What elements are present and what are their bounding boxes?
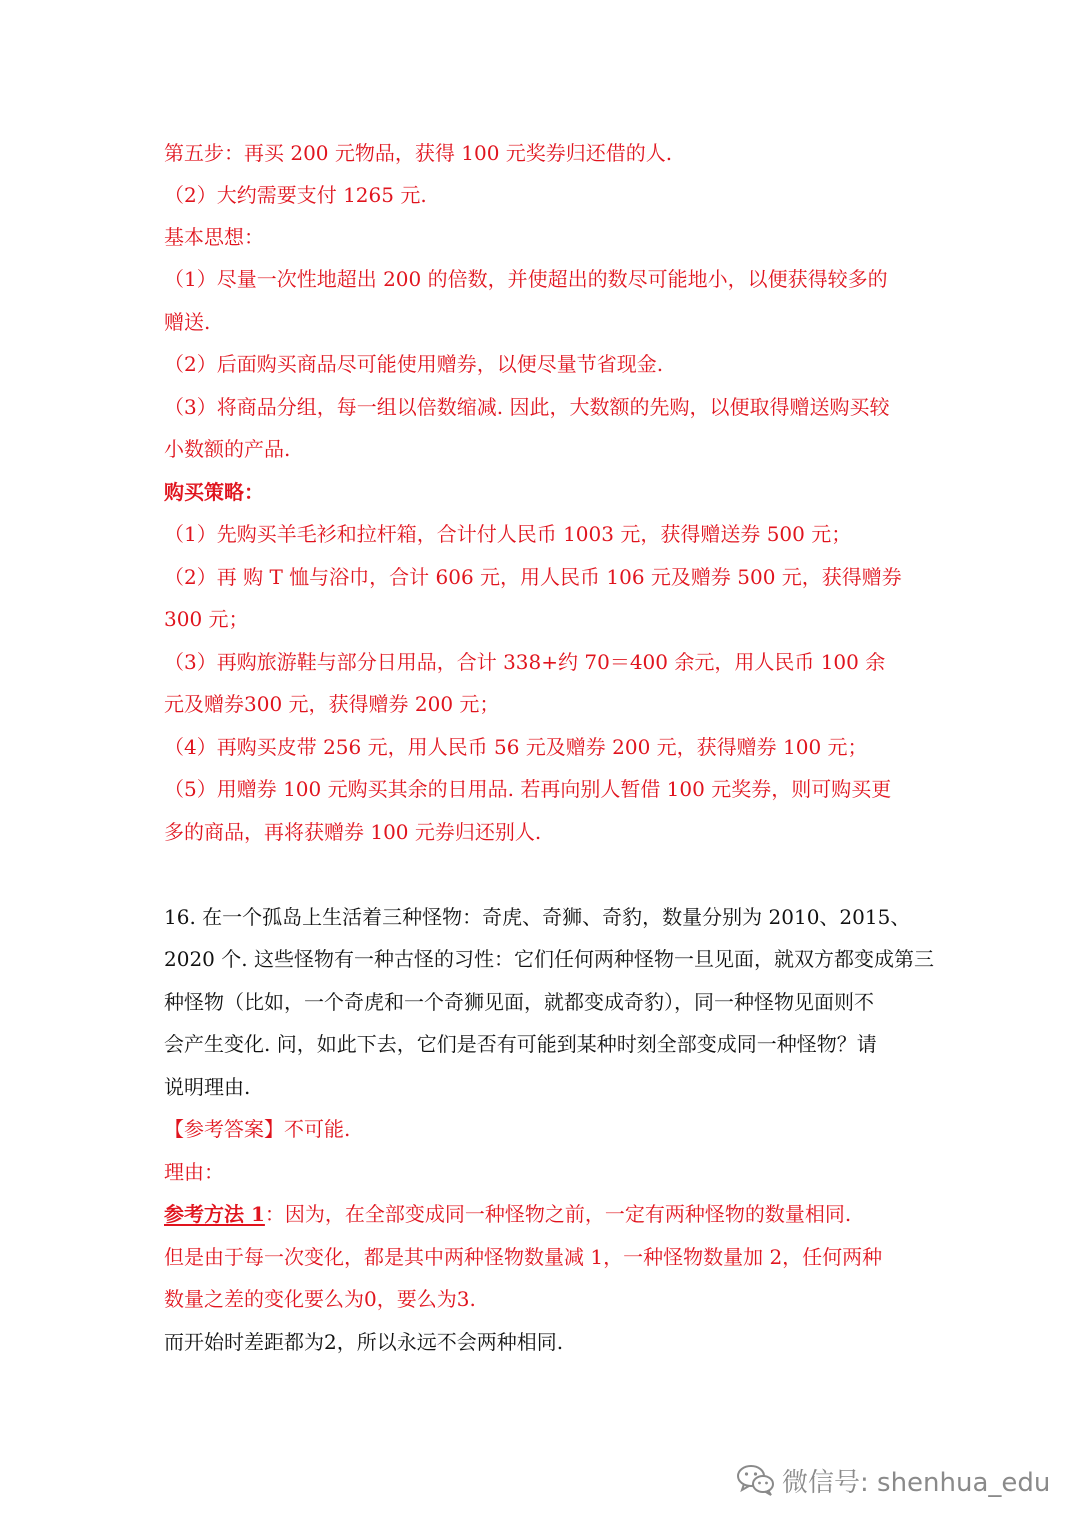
strategy-2-line-2: 300 元；: [164, 607, 249, 631]
wechat-icon: [736, 1463, 776, 1497]
method-1-line-3: 数量之差的变化要么为0，要么为3.: [164, 1287, 476, 1311]
problem-16-line-1: 16. 在一个孤岛上生活着三种怪物：奇虎、奇狮、奇豹，数量分别为 2010、2015、: [164, 905, 911, 929]
idea-3-line-2: 小数额的产品.: [164, 437, 291, 461]
answer-tag: 【参考答案】: [164, 1117, 284, 1141]
strategy-4: （4）再购买皮带 256 元，用人民币 56 元及赠券 200 元，获得赠券 100 元；: [164, 735, 868, 759]
reason-heading: 理由：: [164, 1160, 224, 1184]
method-1-line-2: 但是由于每一次变化，都是其中两种怪物数量减 1，一种怪物数量加 2，任何两种: [164, 1245, 883, 1269]
strategy-5-line-1: （5）用赠券 100 元购买其余的日用品. 若再向别人暂借 100 元奖券，则可购买更: [164, 777, 892, 801]
problem-16-line-2: 2020 个. 这些怪物有一种古怪的习性：它们任何两种怪物一旦见面，就双方都变成第三: [164, 947, 934, 971]
strategy-1: （1）先购买羊毛衫和拉杆箱，合计付人民币 1003 元，获得赠送券 500 元；: [164, 522, 852, 546]
idea-1-line-2: 赠送.: [164, 310, 211, 334]
answer-text: 不可能.: [284, 1117, 351, 1141]
strategy-5-line-2: 多的商品，再将获赠券 100 元券归还别人.: [164, 820, 542, 844]
method-1-line-1: [164, 1199, 851, 1229]
step-five-text: 第五步：再买 200 元物品，获得 100 元奖券归还借的人.: [164, 141, 673, 165]
idea-2: （2）后面购买商品尽可能使用赠券，以便尽量节省现金.: [164, 352, 664, 376]
conclusion: 而开始时差距都为2，所以永远不会两种相同.: [164, 1330, 564, 1354]
method-1-text: ：因为，在全部变成同一种怪物之前，一定有两种怪物的数量相同.: [264, 1202, 852, 1226]
strategy-3-line-1: （3）再购旅游鞋与部分日用品，合计 338+约 70＝400 余元，用人民币 100 余: [164, 650, 886, 674]
method-1-label: 参考方法 1: [164, 1202, 265, 1226]
problem-16-line-5: 说明理由.: [164, 1075, 251, 1099]
problem-16-line-3: 种怪物（比如，一个奇虎和一个奇狮见面，就都变成奇豹），同一种怪物见面则不: [164, 990, 874, 1014]
strategy-2-line-1: （2）再 购 T 恤与浴巾，合计 606 元，用人民币 106 元及赠券 500 元，获得赠券: [164, 565, 902, 589]
idea-3-line-1: （3）将商品分组，每一组以倍数缩减. 因此，大数额的先购，以便取得赠送购买较: [164, 395, 890, 419]
idea-1-line-1: （1）尽量一次性地超出 200 的倍数，并使超出的数尽可能地小，以便获得较多的: [164, 267, 888, 291]
strategy-3-line-2: 元及赠券300 元，获得赠券 200 元；: [164, 692, 500, 716]
reference-answer: [164, 1114, 350, 1144]
basic-idea-heading: 基本思想：: [164, 225, 264, 249]
strategy-heading: 购买策略：: [164, 480, 264, 504]
wechat-watermark: [736, 1460, 1050, 1500]
payment-answer: （2）大约需要支付 1265 元.: [164, 183, 427, 207]
wechat-id-text: 微信号: shenhua_edu: [782, 1467, 1051, 1498]
problem-16-line-4: 会产生变化. 问，如此下去，它们是否有可能到某种时刻全部变成同一种怪物？请: [164, 1032, 877, 1056]
